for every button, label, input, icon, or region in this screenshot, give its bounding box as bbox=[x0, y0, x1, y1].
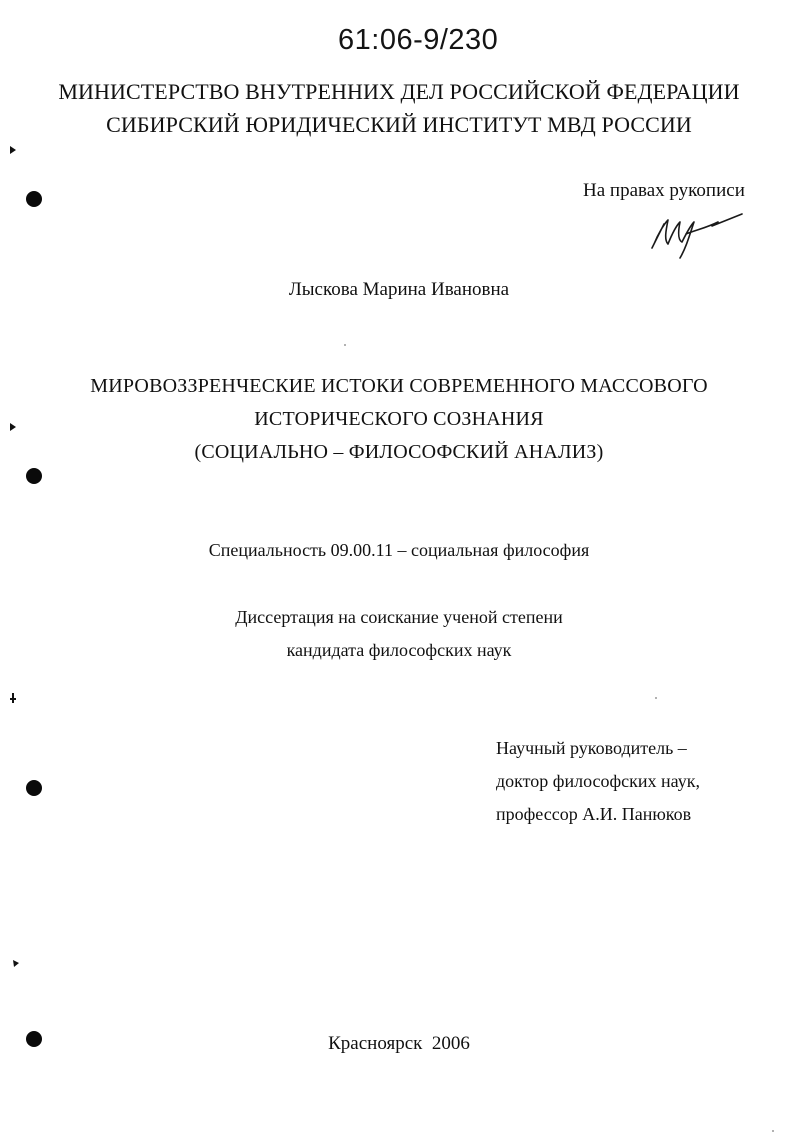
supervisor-name: профессор А.И. Панюков bbox=[496, 804, 692, 824]
supervisor-degree: доктор философских наук, bbox=[496, 771, 700, 791]
author-signature bbox=[646, 204, 746, 264]
specialty: Специальность 09.00.11 – социальная философия bbox=[208, 540, 590, 560]
institute-name: СИБИРСКИЙ ЮРИДИЧЕСКИЙ ИНСТИТУТ МВД РОССИИ bbox=[106, 112, 692, 137]
thesis-title-line-2: ИСТОРИЧЕСКОГО СОЗНАНИЯ bbox=[254, 408, 544, 430]
thesis-title-subtitle: (СОЦИАЛЬНО – ФИЛОСОФСКИЙ АНАЛИЗ) bbox=[194, 441, 604, 463]
punch-hole-mark bbox=[26, 468, 42, 484]
punch-hole-mark bbox=[26, 191, 42, 207]
author-name: Лыскова Марина Ивановна bbox=[288, 279, 510, 300]
margin-tick-mark bbox=[9, 693, 17, 703]
degree-line-2: кандидата философских наук bbox=[286, 640, 512, 660]
registry-code: 61:06-9/230 bbox=[338, 24, 499, 56]
margin-tick-mark bbox=[12, 958, 20, 968]
rights-note: На правах рукописи bbox=[583, 180, 745, 201]
scan-speck bbox=[655, 697, 657, 699]
degree-line-1: Диссертация на соискание ученой степени bbox=[235, 607, 563, 627]
supervisor-role: Научный руководитель – bbox=[496, 738, 687, 758]
punch-hole-mark bbox=[26, 780, 42, 796]
margin-tick-mark bbox=[9, 145, 17, 155]
thesis-title-line-1: МИРОВОЗЗРЕНЧЕСКИЕ ИСТОКИ СОВРЕМЕННОГО МАССОВОГО bbox=[90, 375, 708, 397]
ministry-name: МИНИСТЕРСТВО ВНУТРЕННИХ ДЕЛ РОССИЙСКОЙ ФЕДЕРАЦИИ bbox=[58, 79, 740, 104]
city-and-year: Красноярск 2006 bbox=[328, 1033, 470, 1054]
scan-speck bbox=[344, 344, 346, 346]
scan-speck bbox=[772, 1130, 774, 1132]
